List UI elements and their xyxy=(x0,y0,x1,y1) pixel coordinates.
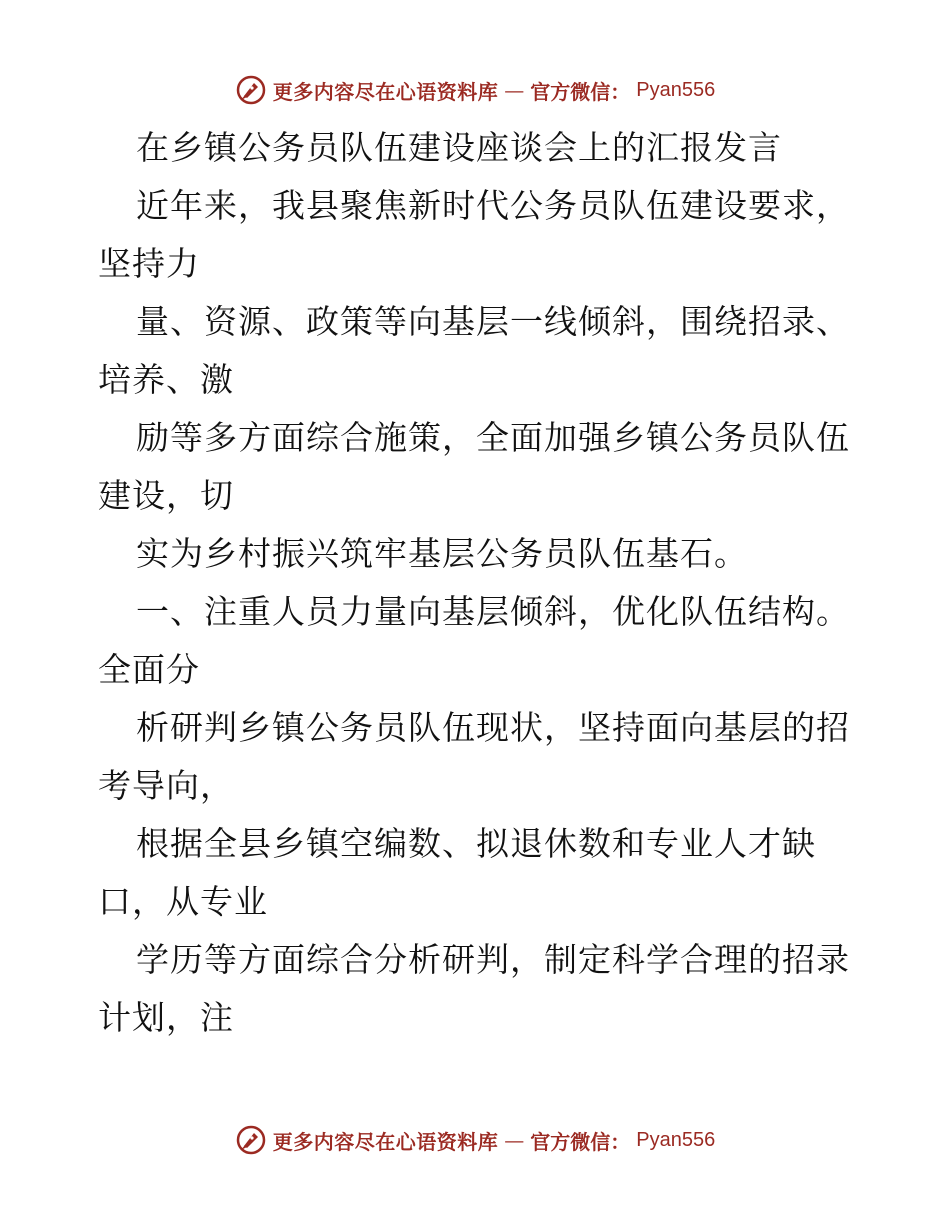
text-line: 一、注重人员力量向基层倾斜，优化队伍结构。 xyxy=(136,592,850,631)
banner-contact-id: Pyan556 xyxy=(636,78,716,101)
document-title: 在乡镇公务员队伍建设座谈会上的汇报发言 xyxy=(136,128,782,167)
header-banner xyxy=(0,70,950,110)
text-line: 根据全县乡镇空编数、拟退休数和专业人才缺 xyxy=(136,824,816,863)
text-line: 学历等方面综合分析研判，制定科学合理的招录 xyxy=(136,940,850,979)
banner-text: 更多内容尽在心语资料库 xyxy=(272,79,499,104)
text-line: 近年来，我县聚焦新时代公务员队伍建设要求， xyxy=(136,186,850,225)
text-line: 坚持力 xyxy=(98,244,200,283)
banner-separator: — xyxy=(504,1128,525,1152)
text-line: 量、资源、政策等向基层一线倾斜，围绕招录、 xyxy=(136,302,850,341)
pen-nib-icon xyxy=(235,74,267,106)
text-line: 建设，切 xyxy=(98,476,234,515)
banner-contact-label: 官方微信： xyxy=(530,79,631,104)
footer-banner xyxy=(0,1120,950,1160)
text-line: 全面分 xyxy=(98,650,200,689)
text-line: 考导向， xyxy=(98,766,234,805)
banner-contact-id: Pyan556 xyxy=(636,1128,716,1151)
text-line: 口，从专业 xyxy=(98,882,268,921)
text-line: 实为乡村振兴筑牢基层公务员队伍基石。 xyxy=(136,534,748,573)
pen-nib-icon xyxy=(235,1124,267,1156)
text-line: 析研判乡镇公务员队伍现状，坚持面向基层的招 xyxy=(136,708,850,747)
banner-contact-label: 官方微信： xyxy=(530,1129,631,1154)
banner-text: 更多内容尽在心语资料库 xyxy=(272,1129,499,1154)
banner-separator: — xyxy=(504,78,525,102)
text-line: 培养、激 xyxy=(98,360,234,399)
text-line: 计划，注 xyxy=(98,998,234,1037)
text-line: 励等多方面综合施策，全面加强乡镇公务员队伍 xyxy=(136,418,850,457)
